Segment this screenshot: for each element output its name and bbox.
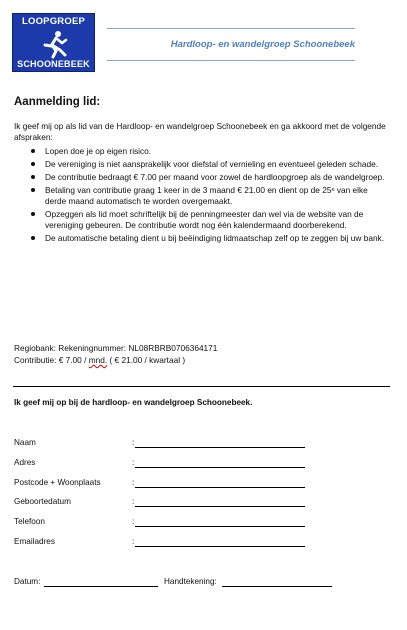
field-label: Telefoon: [14, 517, 45, 526]
list-item: De vereniging is niet aansprakelijk voor diefstal of vernieling en eventueel geleden schade.: [14, 159, 390, 170]
datum-field[interactable]: [44, 586, 158, 587]
datum-label: Datum:: [14, 577, 41, 586]
header-rule-top: [107, 28, 355, 29]
field-label: Geboortedatum: [14, 497, 71, 506]
bullet-icon: [31, 175, 35, 179]
list-item: Opzeggen als lid moet schriftelijk bij de penningmeester dan wel via de website van de vereniging gebeuren. De contributie wordt nog één kalendermaand doorberekend.: [14, 209, 390, 231]
handtekening-label: Handtekening:: [164, 577, 217, 586]
bullet-icon: [31, 188, 35, 192]
header-title: Hardloop- en wandelgroep Schoonebeek: [170, 39, 355, 50]
page-title: Aanmelding lid:: [14, 96, 101, 108]
form-row-naam[interactable]: Naam :: [14, 437, 314, 449]
list-item: Lopen doe je op eigen risico.: [14, 146, 390, 157]
club-logo: [12, 13, 95, 72]
bullet-icon: [31, 236, 35, 240]
rules-list: [14, 146, 390, 244]
field-label: Adres: [14, 458, 36, 467]
date-signature-field[interactable]: [14, 576, 40, 588]
geboortedatum-field[interactable]: [135, 506, 305, 507]
intro-text: Ik geef mij op als lid van de Hardloop- en wandelgroep Schoonebeek en ga akkoord met de volgende afspraken:: [14, 121, 386, 142]
spellcheck-word: mnd.: [88, 355, 108, 365]
header-rule-bottom: [107, 60, 355, 61]
form-row-adres[interactable]: Adres :: [14, 457, 314, 469]
bullet-icon: [31, 149, 35, 153]
list-item: De contributie bedraagt € 7.00 per maand voor zowel de hardloopgroep als de wandelgroep.: [14, 172, 390, 183]
form-row-postcode[interactable]: Postcode + Woonplaats :: [14, 477, 314, 489]
section-divider: [13, 386, 390, 387]
logo-text-bottom: SCHOONEBEEK: [17, 59, 90, 69]
form-row-emailadres[interactable]: Emailadres :: [14, 536, 314, 548]
signature-field[interactable]: [164, 576, 217, 588]
telefoon-field[interactable]: [135, 526, 305, 527]
adres-field[interactable]: [135, 467, 305, 468]
field-label: Naam: [14, 438, 36, 447]
handtekening-field[interactable]: [222, 586, 332, 587]
list-item: Betaling van contributie graag 1 keer in de 3 maand € 21.00 en dient op de 25ᵉ van elke derde maand automatisch te worden overgemaakt.: [14, 185, 390, 207]
bank-info: [14, 342, 217, 366]
naam-field[interactable]: [135, 447, 305, 448]
emailadres-field[interactable]: [135, 546, 305, 547]
postcode-field[interactable]: [135, 487, 305, 488]
bank-account-line: Regiobank: Rekeningnummer: NL08RBRB0706364171: [14, 343, 218, 353]
bullet-icon: [31, 212, 35, 216]
document-body: [14, 95, 390, 246]
field-label: Emailadres: [14, 537, 55, 546]
contribution-line: Contributie: € 7.00 / mnd. ( € 21.00 / kwartaal ): [14, 355, 186, 365]
form-row-telefoon[interactable]: Telefoon :: [14, 516, 314, 528]
bullet-icon: [31, 162, 35, 166]
list-item: De automatische betaling dient u bij beëindiging lidmaatschap zelf op te zeggen bij uw bank.: [14, 233, 390, 244]
field-label: Postcode + Woonplaats: [14, 478, 101, 487]
form-row-geboortedatum[interactable]: Geboortedatum :: [14, 496, 314, 508]
runner-icon: [40, 29, 70, 59]
form-heading: Ik geef mij op bij de hardloop- en wandelgroep Schoonebeek.: [14, 398, 253, 407]
logo-text-top: LOOPGROEP: [21, 16, 86, 27]
